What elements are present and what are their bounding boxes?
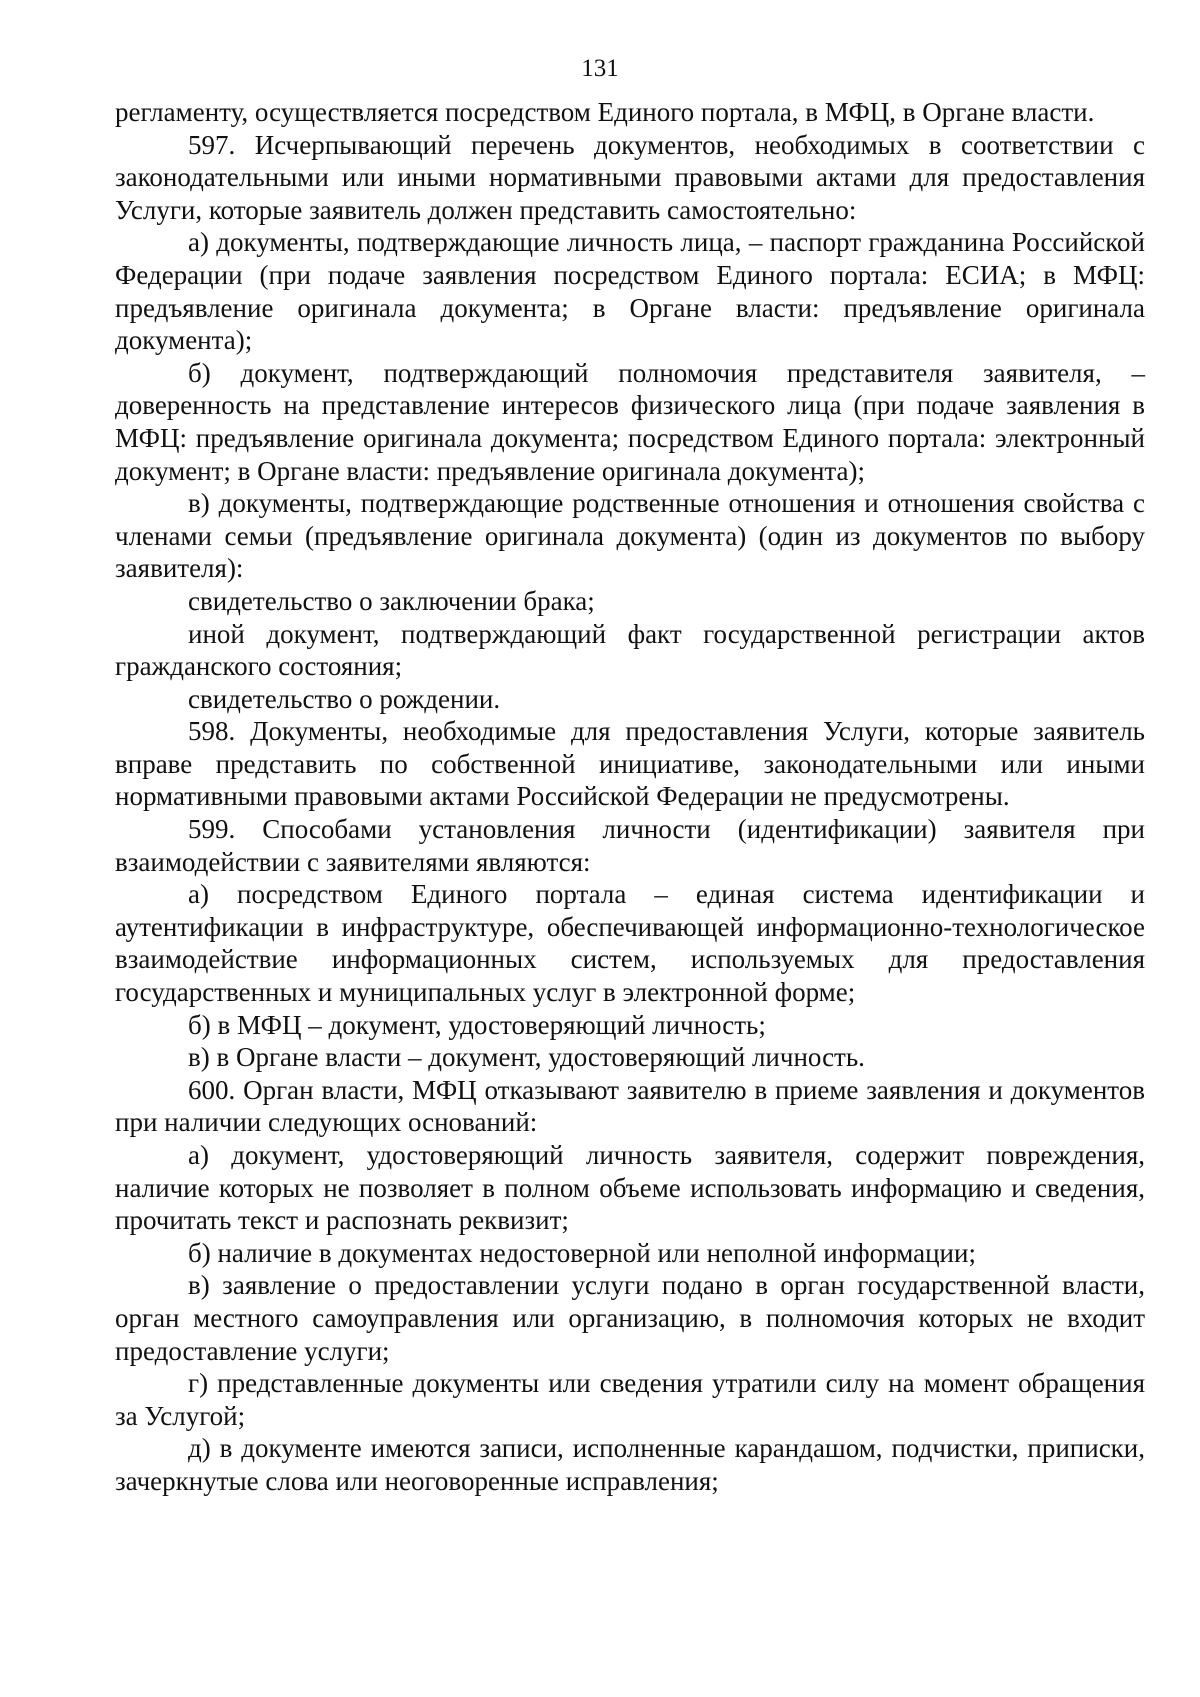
paragraph-597-a: а) документы, подтверждающие личность лица, – паспорт гражданина Российской Федерации (при подаче заявления посредством Единого портала: ЕСИА; в МФЦ: предъявление оригинала документа; в Органе власти: предъявление оригинала документа); — [115, 227, 1145, 356]
paragraph-597-v-item-3: свидетельство о рождении. — [188, 683, 501, 714]
page-number: 131 — [581, 55, 619, 82]
paragraph-599-b: б) в МФЦ – документ, удостоверяющий личность; — [188, 1009, 766, 1040]
paragraph-599-a: а) посредством Единого портала – единая система идентификации и аутентификации в инфраструктуре, обеспечивающей информационно-технологическое взаимодействие информационных систем, используемых для предоставления государственных и муниципальных услуг в электронной форме; — [115, 879, 1145, 1008]
paragraph-597-v-item-1: свидетельство о заключении брака; — [188, 585, 595, 616]
paragraph-600-g: г) представленные документы или сведения утратили силу на момент обращения за Услугой; — [115, 1368, 1145, 1431]
paragraph-597: 597. Исчерпывающий перечень документов, необходимых в соответствии с законодательными или иными нормативными правовыми актами для предоставления Услуги, которые заявитель должен представить самостоятельно: — [115, 129, 1145, 225]
paragraph-599: 599. Способами установления личности (идентификации) заявителя при взаимодействии с заявителями являются: — [115, 814, 1145, 877]
body-text — [115, 96, 1145, 1498]
paragraph-600-a: а) документ, удостоверяющий личность заявителя, содержит повреждения, наличие которых не позволяет в полном объеме использовать информацию и сведения, прочитать текст и распознать реквизит; — [115, 1140, 1145, 1236]
paragraph-600-d: д) в документе имеются записи, исполненные карандашом, подчистки, приписки, зачеркнутые слова или неоговоренные исправления; — [115, 1433, 1145, 1496]
paragraph-599-v: в) в Органе власти – документ, удостоверяющий личность. — [188, 1042, 865, 1073]
paragraph-600: 600. Орган власти, МФЦ отказывают заявителю в приеме заявления и документов при наличии следующих оснований: — [115, 1074, 1145, 1138]
paragraph-600-v: в) заявление о предоставлении услуги подано в орган государственной власти, орган местного самоуправления или организацию, в полномочия которых не входит предоставление услуги; — [115, 1270, 1145, 1366]
paragraph-598: 598. Документы, необходимые для предоставления Услуги, которые заявитель вправе представить по собственной инициативе, законодательными или иными нормативными правовыми актами Российской Федерации не предусмотрены. — [115, 716, 1145, 812]
paragraph-600-b: б) наличие в документах недостоверной или неполной информации; — [188, 1237, 976, 1268]
paragraph-597-b: б) документ, подтверждающий полномочия представителя заявителя, – доверенность на представление интересов физического лица (при подаче заявления в МФЦ: предъявление оригинала документа; посредством Единого портала: электронный документ; в Органе власти: предъявление оригинала документа); — [115, 357, 1145, 486]
paragraph-597-v: в) документы, подтверждающие родственные отношения и отношения свойства с членами семьи (предъявление оригинала документа) (один из документов по выбору заявителя): — [115, 488, 1145, 584]
paragraph-continuation: регламенту, осуществляется посредством Единого портала, в МФЦ, в Органе власти. — [115, 97, 1095, 127]
paragraph-597-v-item-2: иной документ, подтверждающий факт государственной регистрации актов гражданского состояния; — [115, 618, 1145, 682]
